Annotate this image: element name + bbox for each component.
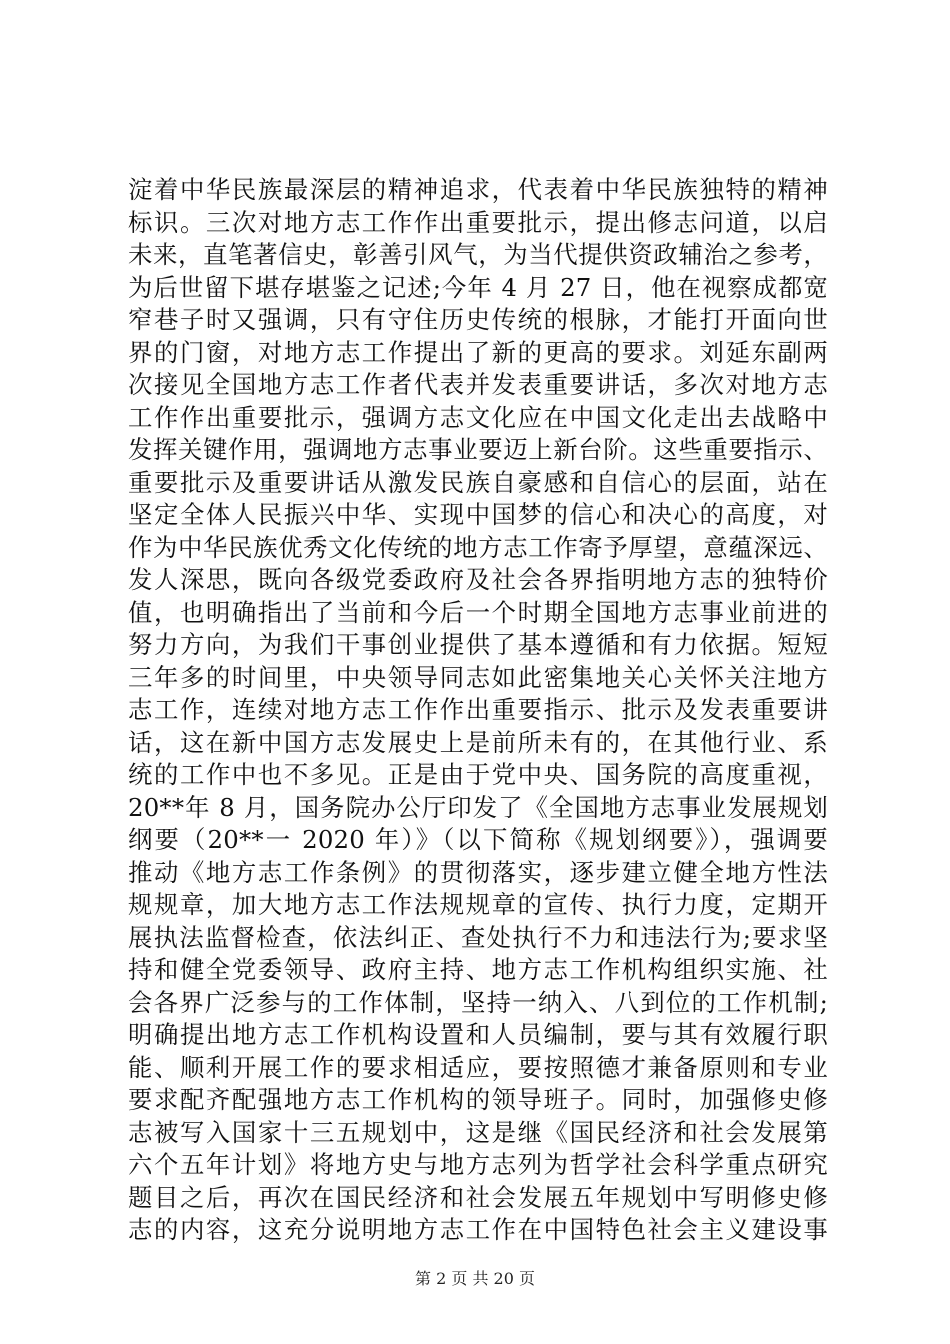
text-line: 努力方向，为我们干事创业提供了基本遵循和有力依据。短短 — [128, 630, 828, 659]
body-paragraph — [128, 174, 828, 1247]
text-line: 规规章，加大地方志工作法规规章的宣传、执行力度，定期开 — [128, 890, 828, 919]
text-line: 为后世留下堪存堪鉴之记述;今年 4 月 27 日，他在视察成都宽 — [128, 272, 828, 302]
text-line: 次接见全国地方志工作者代表并发表重要讲话，多次对地方志 — [128, 370, 828, 399]
text-line: 话，这在新中国方志发展史上是前所未有的，在其他行业、系 — [128, 727, 828, 757]
text-line: 界的门窗，对地方志工作提出了新的更高的要求。刘延东副两 — [128, 337, 828, 367]
text-line: 重要批示及重要讲话从激发民族自豪感和自信心的层面，站在 — [128, 467, 828, 497]
text-line: 未来，直笔著信史，彰善引风气，为当代提供资政辅治之参考， — [128, 240, 828, 269]
text-line: 志被写入国家十三五规划中，这是继《国民经济和社会发展第 — [128, 1117, 828, 1147]
text-line: 发人深思，既向各级党委政府及社会各界指明地方志的独特价 — [128, 565, 828, 594]
text-line: 20**年 8 月，国务院办公厅印发了《全国地方志事业发展规划 — [128, 792, 828, 822]
text-line: 工作作出重要批示，强调方志文化应在中国文化走出去战略中 — [128, 402, 828, 432]
text-line: 淀着中华民族最深层的精神追求，代表着中华民族独特的精神 — [128, 175, 828, 204]
text-line: 能、顺利开展工作的要求相适应，要按照德才兼备原则和专业 — [128, 1052, 828, 1082]
text-line: 题目之后，再次在国民经济和社会发展五年规划中写明修史修 — [128, 1182, 828, 1212]
text-line: 会各界广泛参与的工作体制，坚持一纳入、八到位的工作机制; — [128, 987, 828, 1017]
page-footer: 第 2 页 共 20 页 — [415, 1269, 535, 1288]
text-line: 展执法监督检查，依法纠正、查处执行不力和违法行为;要求坚 — [128, 922, 828, 952]
text-line: 值，也明确指出了当前和今后一个时期全国地方志事业前进的 — [128, 597, 828, 627]
text-line: 窄巷子时又强调，只有守住历史传统的根脉，才能打开面向世 — [128, 305, 828, 334]
text-line: 要求配齐配强地方志工作机构的领导班子。同时，加强修史修 — [128, 1085, 828, 1114]
text-line: 三年多的时间里，中央领导同志如此密集地关心关怀关注地方 — [128, 662, 828, 692]
text-line: 统的工作中也不多见。正是由于党中央、国务院的高度重视， — [128, 760, 828, 789]
text-line: 志的内容，这充分说明地方志工作在中国特色社会主义建设事 — [128, 1215, 828, 1244]
text-line: 纲要（20**一 2020 年）》（以下简称《规划纲要》），强调要 — [128, 825, 828, 854]
text-line: 坚定全体人民振兴中华、实现中国梦的信心和决心的高度，对 — [128, 500, 828, 529]
text-line: 作为中华民族优秀文化传统的地方志工作寄予厚望，意蕴深远、 — [128, 532, 828, 562]
text-line: 推动《地方志工作条例》的贯彻落实，逐步建立健全地方性法 — [128, 857, 828, 887]
text-line: 志工作，连续对地方志工作作出重要指示、批示及发表重要讲 — [128, 695, 828, 724]
text-line: 六个五年计划》将地方史与地方志列为哲学社会科学重点研究 — [128, 1150, 828, 1179]
text-line: 发挥关键作用，强调地方志事业要迈上新台阶。这些重要指示、 — [128, 435, 828, 464]
text-line: 标识。三次对地方志工作作出重要批示，提出修志问道，以启 — [128, 207, 828, 237]
text-line: 持和健全党委领导、政府主持、地方志工作机构组织实施、社 — [128, 955, 828, 984]
text-line: 明确提出地方志工作机构设置和人员编制，要与其有效履行职 — [128, 1020, 828, 1049]
